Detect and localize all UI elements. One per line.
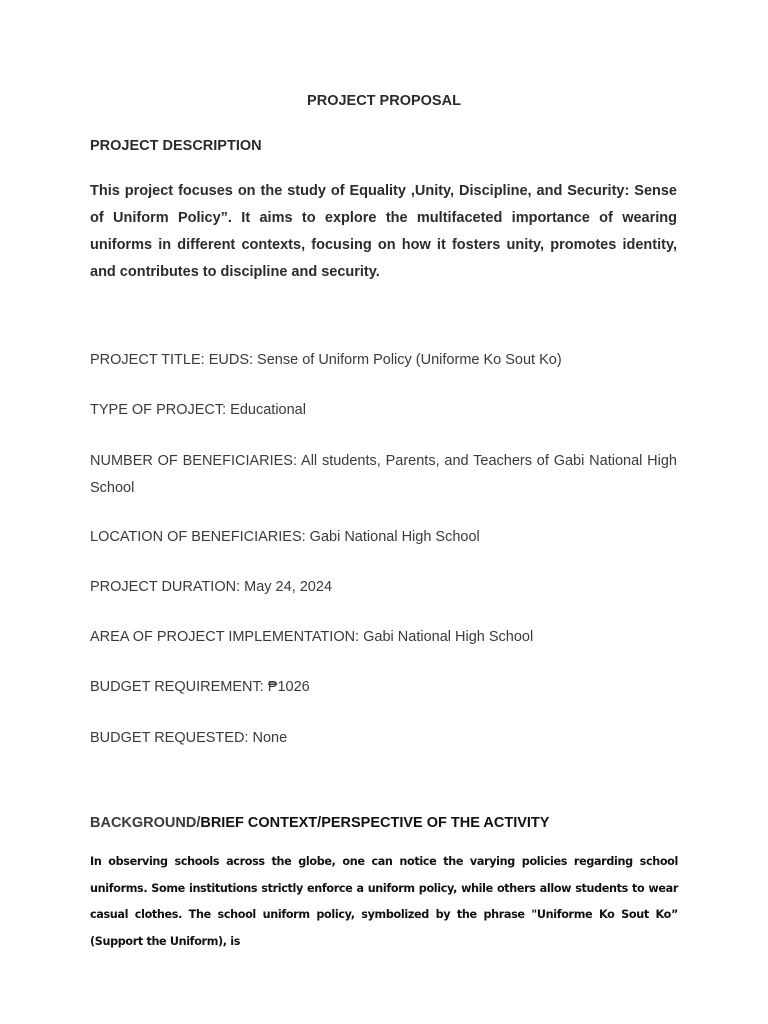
background-heading <box>90 815 549 831</box>
background-text: In observing schools across the globe, one can notice the varying policies regarding school uniforms. Some institutions strictly enforce a uniform policy, while others allow students to wear casual clothes. The school uniform policy, symbolized by the phrase "Uniforme Ko Sout Ko” (Support the Uniform), is <box>90 855 678 948</box>
field-location-of-beneficiaries: LOCATION OF BENEFICIARIES: Gabi National High School <box>90 529 480 545</box>
field-number-of-beneficiaries: NUMBER OF BENEFICIARIES: All students, Parents, and Teachers of Gabi National High School <box>90 453 677 496</box>
background-heading-part1: BACKGROUND/ <box>90 815 201 831</box>
field-area-of-implementation: AREA OF PROJECT IMPLEMENTATION: Gabi National High School <box>90 629 534 645</box>
project-description-text: This project focuses on the study of Equality ,Unity, Discipline, and Security: Sense of Uniform Policy”. It aims to explore the multifaceted importance of wearing uniforms in different contexts, focusing on how it fosters unity, promotes identity, and contributes to discipline and security. <box>90 183 677 280</box>
field-type-of-project: TYPE OF PROJECT: Educational <box>90 402 306 418</box>
field-project-title: PROJECT TITLE: EUDS: Sense of Uniform Policy (Uniforme Ko Sout Ko) <box>90 352 562 368</box>
background-heading-part2: BRIEF CONTEXT/PERSPECTIVE OF THE ACTIVITY <box>200 815 550 831</box>
field-budget-requirement: BUDGET REQUIREMENT: ₱1026 <box>90 679 310 695</box>
field-project-duration: PROJECT DURATION: May 24, 2024 <box>90 579 333 595</box>
document-title: PROJECT PROPOSAL <box>307 93 461 109</box>
project-description-heading: PROJECT DESCRIPTION <box>90 138 262 154</box>
field-budget-requested: BUDGET REQUESTED: None <box>90 730 288 746</box>
